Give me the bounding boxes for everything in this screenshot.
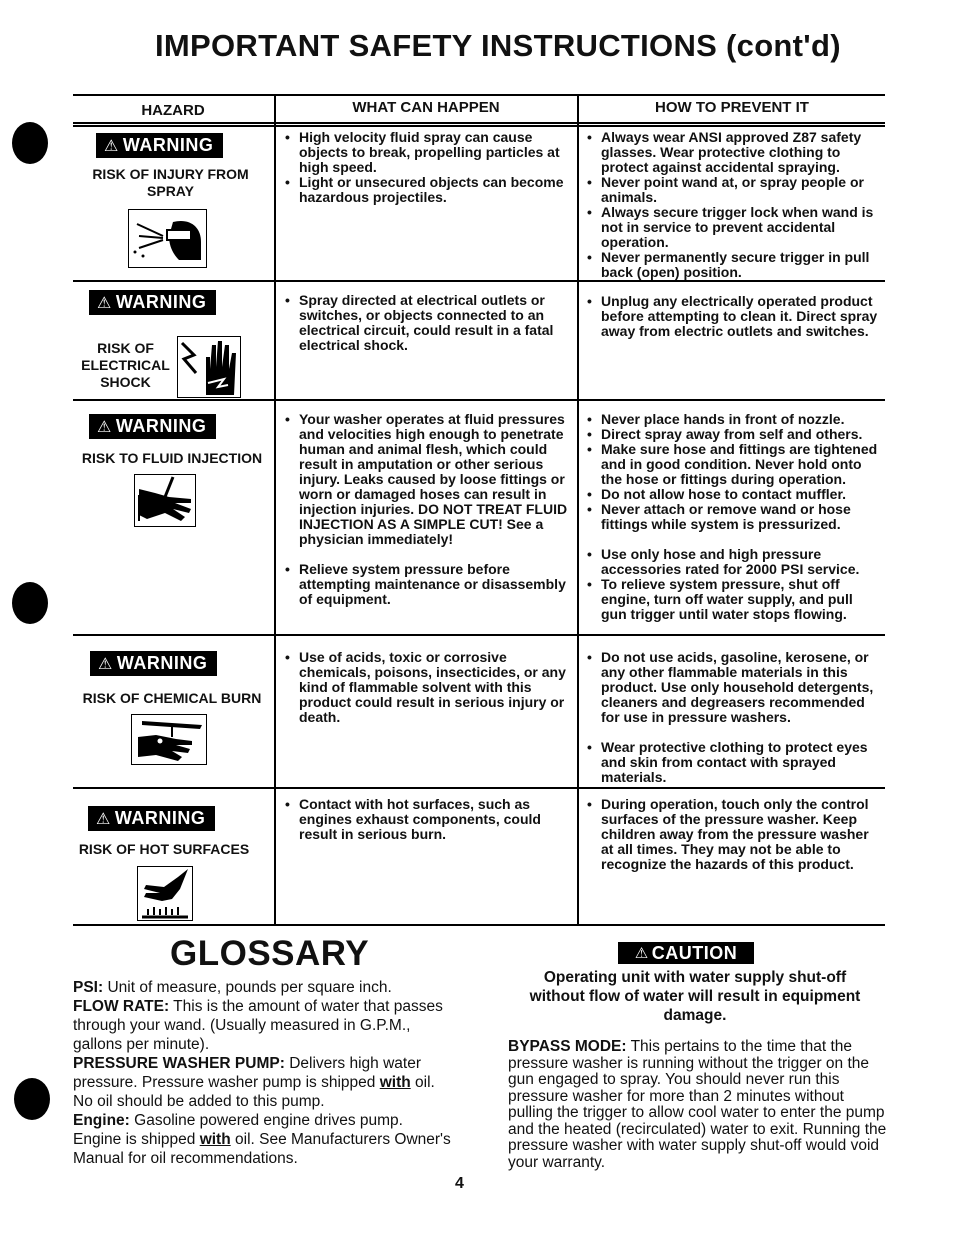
glossary-definition: This is the amount of water that passes through your wand. (Usually measured in G.P.M., gallons per minute). [73, 998, 443, 1053]
warning-badge: ⚠ WARNING [96, 133, 223, 158]
prevention-list [587, 294, 879, 339]
caution-badge: ⚠ CAUTION [618, 942, 754, 964]
glossary-definition: Unit of measure, pounds per square inch. [107, 979, 392, 996]
warning-triangle-icon: ⚠ [104, 137, 119, 155]
page-number: 4 [455, 1175, 464, 1192]
what-can-happen-list [285, 293, 569, 353]
prevention-list [587, 650, 879, 785]
list-item: • To relieve system pressure, shut off engine, turn off water supply, and pull gun trigger until water stops flowing. [587, 577, 879, 622]
list-item: • Your washer operates at fluid pressures and velocities high enough to penetrate human and animal flesh, which could result in amputation or other serious injury. Leaks caused by loose fittings or worn or damaged hoses can result in injection injuries. DO NOT TREAT FLUID INJECTION AS A SIMPLE CUT! See a physician immediately! [285, 412, 571, 547]
list-item: • Always wear ANSI approved Z87 safety glasses. Wear protective clothing to protect against accidental spraying. [587, 130, 879, 175]
list-item: • Do not allow hose to contact muffler. [587, 487, 879, 502]
glossary-title: GLOSSARY [170, 934, 370, 973]
prevention-list [587, 130, 879, 280]
list-item: • Direct spray away from self and others. [587, 427, 879, 442]
list-item: • Unplug any electrically operated product before attempting to clean it. Direct spray away from electric outlets and switches. [587, 294, 879, 339]
list-item: • During operation, touch only the control surfaces of the pressure washer. Keep children away from the pressure washer at all times. They may not be able to recognize the hazards of this product. [587, 797, 879, 872]
prevention-list [587, 412, 879, 622]
list-item: • Spray directed at electrical outlets or switches, or objects connected to an electrical circuit, could result in a fatal electrical shock. [285, 293, 569, 353]
glossary-term: FLOW RATE: [73, 998, 170, 1015]
glossary-term: PSI: [73, 979, 104, 996]
list-item: • Wear protective clothing to protect eyes and skin from contact with sprayed materials. [587, 740, 879, 785]
what-can-happen-list [285, 797, 555, 842]
glossary-definition: This pertains to the time that the pressure washer is running without the trigger on the gun engaged to spray. You should never run this pressure washer for more than 2 minutes without pulling the trigger to allow cool water to enter the pump and the heated (recirculated) water to exit. Running the pressure washer with water supply shut-off would void your warranty. [508, 1038, 887, 1171]
list-item: • Always secure trigger lock when wand is not in service to prevent accidental operation. [587, 205, 879, 250]
glossary-entry-psi [73, 978, 453, 997]
list-item: • Do not use acids, gasoline, kerosene, or any other flammable materials in this product. Use only household detergents, cleaners and degreasers recommended for use in pressure washers. [587, 650, 879, 725]
page-title: IMPORTANT SAFETY INSTRUCTIONS (cont'd) [155, 28, 841, 63]
glossary-definition: oil. See Manufacturers Owner's Manual for oil recommendations. [73, 1131, 451, 1167]
what-can-happen-list [285, 650, 571, 725]
warning-triangle-icon: ⚠ [97, 418, 112, 436]
risk-label: RISK OF INJURY FROM SPRAY [92, 166, 249, 199]
glossary-entry-engine [73, 1111, 453, 1168]
glossary-entry-pump [73, 1054, 453, 1111]
list-item: • Contact with hot surfaces, such as engines exhaust components, could result in serious burn. [285, 797, 555, 842]
warning-triangle-icon: ⚠ [98, 655, 113, 673]
list-item: • Make sure hose and fittings are tightened and in good condition. Never hold onto the hose or fittings during operation. [587, 442, 879, 487]
risk-label: RISK OF HOT SURFACES [78, 841, 250, 857]
hot-surface-hand-icon [137, 866, 193, 921]
punch-hole-bottom [14, 1078, 50, 1120]
fluid-injection-hand-icon [134, 474, 196, 527]
glossary-term: Engine: [73, 1112, 130, 1129]
warning-triangle-icon: ⚠ [97, 294, 112, 312]
emphasis-with: with [379, 1074, 411, 1091]
risk-label: RISK OF ELECTRICAL SHOCK [81, 340, 170, 390]
list-item: • Never place hands in front of nozzle. [587, 412, 879, 427]
warning-badge: ⚠ WARNING [88, 806, 215, 831]
caution-text: Operating unit with water supply shut-off without flow of water will result in equipment damage. [529, 969, 861, 1024]
glossary-entries [73, 978, 453, 1168]
bypass-mode-paragraph [508, 1039, 888, 1171]
list-item: • Use only hose and high pressure accessories rated for 2000 PSI service. [587, 547, 879, 577]
glossary-term: BYPASS MODE: [508, 1038, 627, 1055]
safety-table [73, 94, 885, 926]
glossary-definition: Delivers high water pressure. Pressure washer pump is shipped [73, 1055, 421, 1091]
list-item: • Never point wand at, or spray people or animals. [587, 175, 879, 205]
warning-triangle-icon: ⚠ [96, 810, 111, 828]
prevention-list [587, 797, 879, 872]
list-item: • Never attach or remove wand or hose fittings while system is pressurized. [587, 502, 879, 532]
list-item: • Never permanently secure trigger in pull back (open) position. [587, 250, 879, 280]
punch-hole-middle [12, 582, 48, 624]
electric-shock-hand-icon [177, 336, 241, 398]
warning-badge: ⚠ WARNING [89, 290, 216, 315]
what-can-happen-list [285, 130, 569, 205]
emphasis-with: with [199, 1131, 231, 1148]
spray-goggles-icon [128, 209, 207, 268]
glossary-term: PRESSURE WASHER PUMP: [73, 1055, 285, 1072]
chemical-burn-hand-icon [131, 714, 207, 765]
column-header-how-to-prevent: HOW TO PREVENT IT [655, 99, 809, 116]
warning-triangle-icon: ⚠ [634, 945, 649, 962]
glossary-entry-flow-rate [73, 997, 453, 1054]
column-header-hazard: HAZARD [141, 102, 205, 119]
glossary-definition: Gasoline powered engine drives pump. Engine is shipped [73, 1112, 403, 1148]
risk-label: RISK TO FLUID INJECTION [81, 450, 263, 466]
list-item: • Use of acids, toxic or corrosive chemicals, poisons, insecticides, or any kind of flammable solvent with this product could result in serious injury or death. [285, 650, 571, 725]
warning-badge: ⚠ WARNING [89, 414, 216, 439]
glossary-definition: oil. No oil should be added to this pump. [73, 1074, 435, 1110]
list-item: • Relieve system pressure before attempting maintenance or disassembly of equipment. [285, 562, 571, 607]
warning-badge: ⚠ WARNING [90, 651, 217, 676]
what-can-happen-list [285, 412, 571, 607]
risk-label: RISK OF CHEMICAL BURN [82, 690, 262, 706]
list-item: • Light or unsecured objects can become hazardous projectiles. [285, 175, 569, 205]
column-header-what-can-happen: WHAT CAN HAPPEN [352, 99, 500, 116]
list-item: • High velocity fluid spray can cause objects to break, propelling particles at high speed. [285, 130, 569, 175]
punch-hole-top [12, 122, 48, 164]
